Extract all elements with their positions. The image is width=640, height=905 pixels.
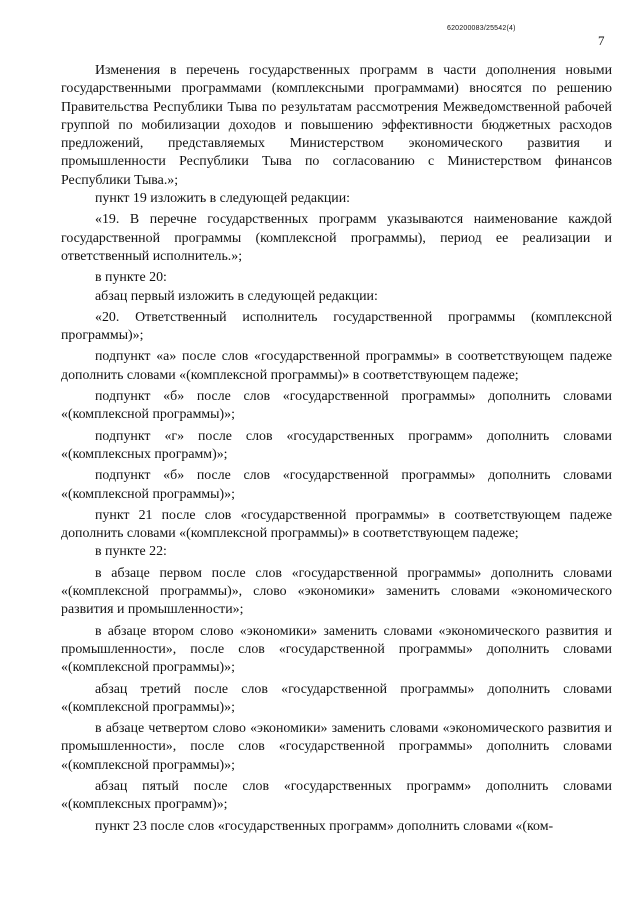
document-id: 620200083/25542(4) <box>447 25 516 32</box>
paragraph: абзац третий после слов «государственной программы» дополнить словами «(комплексной программы)»; <box>61 681 612 715</box>
paragraph: в абзаце втором слово «экономики» заменить словами «экономического развития и промышленности», после слов «государственной программы» дополнить словами «(комплексной программы)»; <box>61 623 612 676</box>
paragraph: в абзаце первом после слов «государственной программы» дополнить словами «(комплексной программы)», слово «экономики» заменить словами «экономического развития и промышленности»; <box>61 565 612 618</box>
paragraph: подпункт «б» после слов «государственной программы» дополнить словами «(комплексной программы)»; <box>61 468 612 502</box>
paragraph: подпункт «б» после слов «государственной программы» дополнить словами «(комплексной программы)»; <box>61 389 612 423</box>
paragraph: абзац пятый после слов «государственных программ» дополнить словами «(комплексных программ)»; <box>61 778 612 813</box>
paragraph: пункт 23 после слов «государственных программ» дополнить словами «(ком- <box>95 818 554 834</box>
document-body <box>61 62 612 836</box>
page-number: 7 <box>598 33 605 48</box>
paragraph: в пункте 22: <box>95 544 167 560</box>
paragraph: в пункте 20: <box>95 270 167 286</box>
paragraph: пункт 19 изложить в следующей редакции: <box>95 191 350 207</box>
paragraph: пункт 21 после слов «государственной программы» в соответствующем падеже дополнить словами «(комплексной программы)» в соответствующем падеже; <box>61 507 612 542</box>
paragraph: в абзаце четвертом слово «экономики» заменить словами «экономического развития и промышленности», после слов «государственной программы» дополнить словами «(комплексной программы)»; <box>61 721 612 773</box>
paragraph: Изменения в перечень государственных программ в части дополнения новыми государственными программами (комплексными программами) вносятся по решению Правительства Республики Тыва по результатам рассмотрения Межведомственной рабочей группой по мобилизации доходов и повышению эффективности бюджетных расходов предложений, представляемых Министерством экономического развития и промышленности Республики Тыва по согласованию с Министерством финансов Республики Тыва.»; <box>61 63 612 188</box>
paragraph: подпункт «а» после слов «государственной программы» в соответствующем падеже дополнить словами «(комплексной программы)» в соответствующем падеже; <box>61 349 612 383</box>
paragraph: подпункт «г» после слов «государственных программ» дополнить словами «(комплексных программ)»; <box>61 428 612 462</box>
paragraph: абзац первый изложить в следующей редакции: <box>95 288 378 304</box>
paragraph: «20. Ответственный исполнитель государственной программы (комплексной программы)»; <box>61 309 612 344</box>
paragraph: «19. В перечне государственных программ указываются наименование каждой государственной программы (комплексной программы), период ее реализации и ответственный исполнитель.»; <box>61 212 612 264</box>
